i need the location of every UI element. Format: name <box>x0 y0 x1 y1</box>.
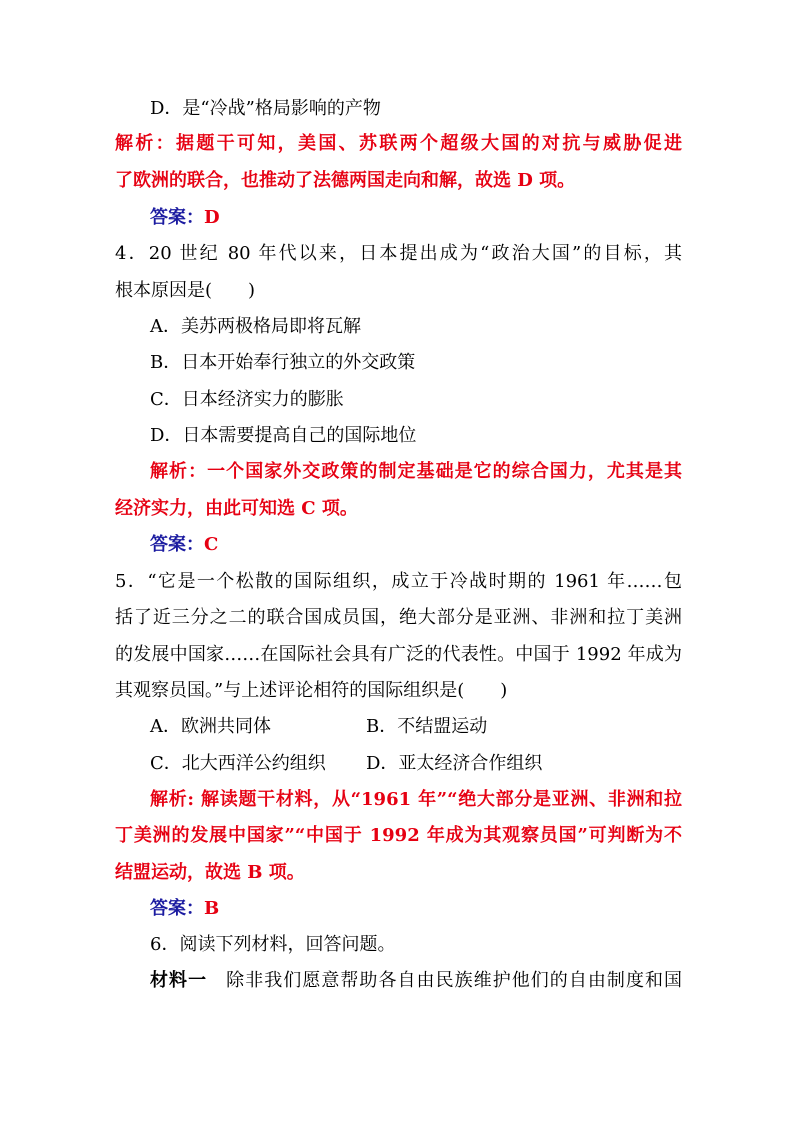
q5-stem-line-1: 5．“它是一个松散的国际组织，成立于冷战时期的 1961 年……包 <box>115 571 682 592</box>
q4-option-b: B．日本开始奉行独立的外交政策 <box>150 352 416 373</box>
q4-option-c: C．日本经济实力的膨胀 <box>150 389 344 410</box>
q5-analysis-line-1 <box>150 788 682 812</box>
q6-material-line-1 <box>150 969 682 993</box>
q5-option-d: D．亚太经济合作组织 <box>366 753 543 774</box>
q3-answer-value: D <box>204 207 220 228</box>
q3-analysis-text-1: 据题干可知，美国、苏联两个超级大国的对抗与威胁促进 <box>176 133 682 154</box>
q3-analysis-line-1 <box>115 132 682 156</box>
q3-option-d: D．是“冷战”格局影响的产物 <box>150 98 381 119</box>
q5-stem-line-4: 其观察员国。”与上述评论相符的国际组织是( ) <box>115 680 508 701</box>
q4-analysis-label: 解析： <box>150 461 208 482</box>
q3-answer-label: 答案： <box>150 207 204 228</box>
q4-answer-value: C <box>204 534 219 555</box>
q4-stem-line-1: 4．20 世纪 80 年代以来，日本提出成为“政治大国”的目标，其 <box>115 243 682 264</box>
q6-material-text-1: 除非我们愿意帮助各自由民族维护他们的自由制度和国 <box>226 970 683 991</box>
q5-answer <box>150 897 219 921</box>
q3-analysis-label: 解析： <box>115 133 176 154</box>
q4-stem-line-2: 根本原因是( ) <box>115 280 256 301</box>
q3-answer <box>150 206 220 230</box>
q4-option-a: A．美苏两极格局即将瓦解 <box>150 316 361 337</box>
q4-answer-label: 答案： <box>150 534 204 555</box>
q5-analysis-label: 解析: <box>150 789 195 810</box>
q3-analysis-line-2: 了欧洲的联合，也推动了法德两国走向和解，故选 D 项。 <box>115 170 576 191</box>
q5-option-c: C．北大西洋公约组织 <box>150 753 326 774</box>
q5-analysis-line-2: 丁美洲的发展中国家”“中国于 1992 年成为其观察员国”可判断为不 <box>115 825 682 846</box>
q4-option-d: D．日本需要提高自己的国际地位 <box>150 425 417 446</box>
q4-analysis-line-2: 经济实力，由此可知选 C 项。 <box>115 498 358 519</box>
q4-answer <box>150 533 218 557</box>
q5-analysis-text-1: 解读题干材料，从“1961 年”“绝大部分是亚洲、非洲和拉 <box>194 789 682 810</box>
q4-analysis-text-1: 一个国家外交政策的制定基础是它的综合国力，尤其是其 <box>207 461 683 482</box>
q5-answer-label: 答案： <box>150 898 204 919</box>
q5-analysis-line-3: 结盟运动，故选 B 项。 <box>115 862 305 883</box>
q5-option-a: A．欧洲共同体 <box>150 716 271 737</box>
q5-answer-value: B <box>204 898 220 919</box>
q5-option-b: B．不结盟运动 <box>366 716 488 737</box>
q5-stem-line-3: 的发展中国家……在国际社会具有广泛的代表性。中国于 1992 年成为 <box>115 644 682 665</box>
q4-analysis-line-1 <box>150 460 682 484</box>
q5-options-row-2 <box>150 752 690 776</box>
q6-stem: 6．阅读下列材料，回答问题。 <box>150 934 396 955</box>
q6-material-label: 材料一 <box>150 970 208 991</box>
q5-stem-line-2: 括了近三分之二的联合国成员国，绝大部分是亚洲、非洲和拉丁美洲 <box>115 607 682 628</box>
q5-options-row-1 <box>150 715 690 739</box>
